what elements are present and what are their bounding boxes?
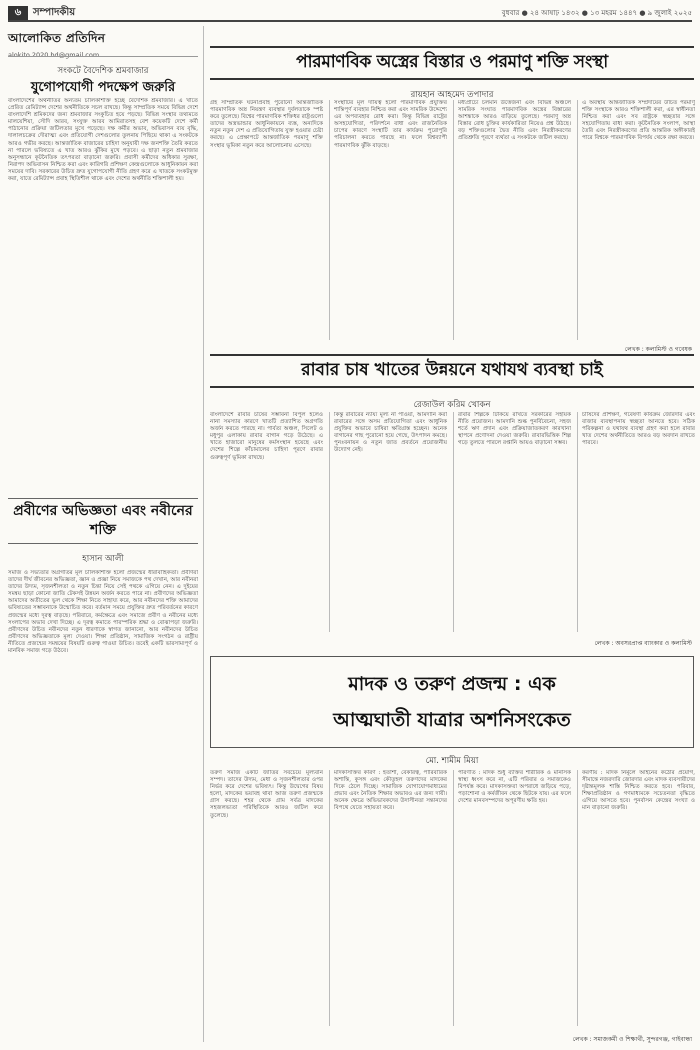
article-column: গ্রহ সাম্প্রতিক ঘটনাপ্রবাহ পুরোনো আন্তর্জাতিক পারমাণবিক অস্ত্র নিয়ন্ত্রণ ব্যবস্থার দুর্বলতাকে স্পষ্ট করে তুলেছে। বিশ্বের পারমাণবিক শক্তিধর রাষ্ট্রগুলো তাদের অস্ত্রভান্ডার আধুনিকায়নে ব্যস্ত, অন্যদিকে নতুন নতুন দেশ এ প্রতিযোগিতায় যুক্ত হওয়ার চেষ্টা করছে। এ প্রেক্ষাপটে আন্তর্জাতিক পরমাণু শক্তি সংস্থার ভূমিকা নতুন করে আলোচনায় এসেছে। bbox=[210, 100, 323, 149]
article-column: এ অবস্থায় আন্তর্জাতিক সম্প্রদায়ের উচিত পরমাণু শক্তি সংস্থাকে আরও শক্তিশালী করা, এর স্বাধীনতা নিশ্চিত করা এবং সব রাষ্ট্রকে স্বচ্ছতার সঙ্গে সহযোগিতায় বাধ্য করা। কূটনৈতিক সংলাপ, আস্থা তৈরি এবং নিরস্ত্রীকরণের প্রতি আন্তরিক অঙ্গীকারই পারে বিশ্বকে পারমাণবিক বিপর্যয় থেকে রক্ষা করতে। bbox=[582, 100, 695, 142]
page-number: ৬ bbox=[8, 6, 28, 20]
masthead bbox=[8, 30, 198, 59]
headline-box bbox=[210, 354, 694, 388]
byline: রায়হান আহমেদ তপাদার bbox=[410, 90, 494, 100]
article-body: সমাজ ও সভ্যতার অগ্রগতির মূল চালিকাশক্তি হলো প্রজন্মের ধারাবাহিকতা। প্রবীণরা তাদের দীর্ঘ জীবনের অভিজ্ঞতা, জ্ঞান ও প্রজ্ঞা নিয়ে সমাজকে পথ দেখান, আর নবীনরা তাদের উদ্যম, সৃজনশীলতা ও নতুন চিন্তা নিয়ে সেই পথকে এগিয়ে নেন। এ দুইয়ের সমন্বয় ছাড়া কোনো জাতি টেকসই উন্নয়ন অর্জন করতে পারে না। প্রবীণদের অভিজ্ঞতা আমাদের অতীতের ভুল থেকে শিক্ষা নিতে সাহায্য করে, আর নবীনদের শক্তি আমাদের ভবিষ্যতের সম্ভাবনাকে উন্মোচিত করে। বর্তমান সময়ে প্রযুক্তির দ্রুত পরিবর্তনের কারণে প্রজন্মের মধ্যে দূরত্ব বাড়ছে। পরিবারে, কর্মক্ষেত্রে এবং সমাজে প্রবীণ ও নবীনের মধ্যে সংলাপের অভাব দেখা দিচ্ছে। এ দূরত্ব কমাতে পারস্পরিক শ্রদ্ধা ও বোঝাপড়া জরুরি। প্রবীণদের উচিত নবীনদের নতুন ধারণাকে স্বাগত জানানো, আর নবীনদের উচিত প্রবীণদের অভিজ্ঞতাকে মূল্য দেওয়া। শিক্ষা প্রতিষ্ঠান, সামাজিক সংগঠন ও রাষ্ট্রীয় নীতিতে প্রজন্মের সমন্বয়ের বিষয়টি গুরুত্ব পাওয়া উচিত। তবেই একটি ভারসাম্যপূর্ণ ও মানবিক সমাজ গড়ে উঠবে। bbox=[8, 570, 198, 655]
article-column: বাংলাদেশে রাবার চাষের সম্ভাবনা বিপুল হলেও নানা সমস্যার কারণে খাতটি প্রত্যাশিত অগ্রগতি অর্জন করতে পারছে না। পার্বত্য অঞ্চল, সিলেট ও মধুপুর এলাকায় রাবার বাগান গড়ে উঠেছে। এ খাতে হাজারো মানুষের কর্মসংস্থান হয়েছে এবং দেশের শিল্পে কাঁচামালের চাহিদা পূরণে রাবার গুরুত্বপূর্ণ ভূমিকা রাখছে। bbox=[210, 412, 323, 461]
byline: রেজাউল করিম খোকন bbox=[413, 400, 491, 410]
article-author: হাসান আলী bbox=[82, 554, 124, 564]
column-divider bbox=[203, 26, 204, 1042]
column-divider bbox=[329, 770, 330, 1026]
column-divider bbox=[329, 100, 330, 340]
column-divider bbox=[453, 770, 454, 1026]
column-divider bbox=[453, 412, 454, 632]
article-column: রাবার শিল্পকে টিকিয়ে রাখতে সরকারের সহায়ক নীতি প্রয়োজন। আমদানি শুল্ক পুনর্বিবেচনা, সহজ শর্তে ঋণ প্রদান এবং প্রক্রিয়াজাতকরণ কারখানা স্থাপনে প্রণোদনা দেওয়া জরুরি। রাবারভিত্তিক শিল্প গড়ে তুলতে পারলে রপ্তানি আয়ও বাড়ানো সম্ভব। bbox=[458, 412, 571, 447]
article-column: মধ্যপ্রাচ্যে চলমান উত্তেজনা এবং বিভিন্ন অঞ্চলে সামরিক সংঘাত পারমাণবিক অস্ত্রের বিস্তারের আশঙ্কাকে আরও বাড়িয়ে তুলেছে। পরমাণু অস্ত্র বিস্তার রোধ চুক্তির কার্যকারিতা নিয়েও প্রশ্ন উঠছে। বড় শক্তিগুলোর দ্বৈত নীতি এবং নিরস্ত্রীকরণের প্রতিশ্রুতি পূরণে ব্যর্থতা এ সংকটকে জটিল করছে। bbox=[458, 100, 571, 142]
page-header bbox=[8, 6, 692, 22]
column-divider bbox=[453, 100, 454, 340]
headline-box bbox=[210, 656, 694, 748]
article-column: তরুণ সমাজ একটি জাতির সবচেয়ে মূল্যবান সম্পদ। তাদের উদ্যম, মেধা ও সৃজনশীলতার ওপর নির্ভর করে দেশের ভবিষ্যৎ। কিন্তু উদ্বেগের বিষয় হলো, মাদকের ভয়াবহ থাবা আজ তরুণ প্রজন্মকে গ্রাস করছে। শহর থেকে গ্রাম সর্বত্র মাদকের সহজলভ্যতা পরিস্থিতিকে আরও জটিল করে তুলেছে। bbox=[210, 770, 323, 819]
article-column: চাষিদের প্রশিক্ষণ, গবেষণা কার্যক্রম জোরদার এবং বাজার ব্যবস্থাপনায় স্বচ্ছতা আনতে হবে। সঠিক পরিকল্পনা ও যথাযথ ব্যবস্থা গ্রহণ করা হলে রাবার খাত দেশের অর্থনীতিতে আরও বড় অবদান রাখতে পারবে। bbox=[582, 412, 695, 447]
column-divider bbox=[329, 412, 330, 632]
article-title: প্রবীণের অভিজ্ঞতা এবং নবীনের শক্তি bbox=[8, 498, 198, 544]
section-name: সম্পাদকীয় bbox=[33, 6, 76, 18]
headline-line-1: মাদক ও তরুণ প্রজন্ম : এক bbox=[348, 673, 556, 695]
date-line: বুধবার ● ২৪ আষাঢ় ১৪৩২ ● ১৩ মহরম ১৪৪৭ ● ৯ জুলাই ২০২৫ bbox=[501, 9, 692, 17]
column-divider bbox=[577, 770, 578, 1026]
headline: রাবার চাষ খাতের উন্নয়নে যথাযথ ব্যবস্থা চাই bbox=[301, 360, 603, 380]
author-footnote: লেখক : সমাজকর্মী ও শিক্ষার্থী, সুন্দরগঞ্জ, গাইবান্ধা bbox=[572, 1036, 692, 1043]
column-divider bbox=[577, 412, 578, 632]
headline-line-2: আত্মঘাতী যাত্রার অশনিসংকেত bbox=[333, 709, 571, 731]
article-column: সংস্থাটির মূল দায়িত্ব হলো পারমাণবিক প্রযুক্তির শান্তিপূর্ণ ব্যবহার নিশ্চিত করা এবং সামরিক উদ্দেশ্যে এর অপব্যবহার রোধ করা। কিন্তু বিভিন্ন রাষ্ট্রের অসহযোগিতা, পরিদর্শনে বাধা এবং রাজনৈতিক চাপের কারণে সংস্থাটি তার কার্যক্রম পুরোপুরি পরিচালনা করতে পারছে না। ফলে বিশ্বব্যাপী পারমাণবিক ঝুঁকি বাড়ছে। bbox=[334, 100, 447, 149]
author-footnote: লেখক : কলামিস্ট ও গবেষক bbox=[624, 346, 692, 353]
article-column: পরিণতি : মাদক শুধু ব্যক্তির শারীরিক ও মানসিক স্বাস্থ্য ধ্বংস করে না, এটি পরিবার ও সমাজকেও বিপর্যস্ত করে। মাদকাসক্তরা অপরাধে জড়িয়ে পড়ে, পড়াশোনা ও কর্মজীবন থেকে ছিটকে যায়। এর ফলে দেশের মানবসম্পদের অপূরণীয় ক্ষতি হয়। bbox=[458, 770, 571, 805]
article-column: করণীয় : মাদক নির্মূলে আইনের কঠোর প্রয়োগ, সীমান্তে নজরদারি জোরদার এবং মাদক ব্যবসায়ীদের দৃষ্টান্তমূলক শাস্তি নিশ্চিত করতে হবে। পরিবার, শিক্ষাপ্রতিষ্ঠান ও গণমাধ্যমকে সচেতনতা বৃদ্ধিতে এগিয়ে আসতে হবে। পুনর্বাসন কেন্দ্রের সংখ্যা ও মান বাড়ানো জরুরি। bbox=[582, 770, 695, 812]
article-column: কিন্তু রাবারের ন্যায্য মূল্য না পাওয়া, আমদানি করা রাবারের সঙ্গে অসম প্রতিযোগিতা এবং আধুনিক প্রযুক্তির অভাবে চাষিরা ক্ষতিগ্রস্ত হচ্ছেন। অনেক বাগানের গাছ পুরোনো হয়ে গেছে, উৎপাদন কমছে। পুনঃবনায়ন ও নতুন জাত প্রবর্তনে প্রয়োজনীয় উদ্যোগ নেই। bbox=[334, 412, 447, 454]
divider bbox=[8, 56, 198, 57]
paper-name: আলোকিত প্রতিদিন bbox=[8, 31, 106, 45]
headline-box bbox=[210, 46, 694, 80]
headline: পারমাণবিক অস্ত্রের বিস্তার ও পরমাণু শক্তি সংস্থা bbox=[296, 52, 608, 72]
byline: মো. শামীম মিয়া bbox=[425, 756, 479, 766]
paper-email[interactable]: alokito.2020.bd@gmail.com bbox=[8, 51, 100, 59]
editorial-body: বাংলাদেশের অর্থনীতির অন্যতম চালিকাশক্তি হচ্ছে বৈদেশিক শ্রমবাজার। এ খাতে প্রেরিত রেমিট্যান্স দেশের অর্থনীতিকে সচল রাখছে। কিন্তু সাম্প্রতিক সময়ে বিভিন্ন দেশে বাংলাদেশি শ্রমিকদের জন্য শ্রমবাজার সংকুচিত হয়ে পড়ছে। বিভিন্ন সংস্থার তথ্যমতে মালয়েশিয়া, সৌদি আরব, সংযুক্ত আরব আমিরাতসহ বেশ কয়েকটি দেশে কর্মী পাঠানোর প্রক্রিয়া জটিলতার মুখে পড়েছে। দক্ষ কর্মীর অভাব, অভিবাসন ব্যয় বৃদ্ধি, দালালচক্রের দৌরাত্ম্য এবং প্রতিযোগী দেশগুলোর তুলনায় পিছিয়ে থাকা এ সংকটকে আরও গভীর করছে। আন্তর্জাতিক বাজারের চাহিদা অনুযায়ী দক্ষ জনশক্তি তৈরি করতে না পারলে ভবিষ্যতে এ খাত আরও ঝুঁকির মুখে পড়বে। এ ছাড়া নতুন শ্রমবাজার অনুসন্ধানে কূটনৈতিক তৎপরতা বাড়ানো জরুরি। প্রবাসী কর্মীদের অধিকার সুরক্ষা, নিরাপদ অভিবাসন নিশ্চিত করা এবং কারিগরি প্রশিক্ষণ কেন্দ্রগুলোকে আধুনিকায়ন করা সময়ের দাবি। সরকারের উচিত দ্রুত যুগোপযোগী নীতি গ্রহণ করে এ খাতকে সংকটমুক্ত করা, যাতে রেমিট্যান্স প্রবাহ স্থিতিশীল থাকে এবং দেশের অর্থনীতি শক্তিশালী হয়। bbox=[8, 98, 198, 183]
author-footnote: লেখক : অবসরপ্রাপ্ত ব্যাংকার ও কলামিস্ট bbox=[594, 640, 692, 647]
editorial-title: যুগোপযোগী পদক্ষেপ জরুরি bbox=[30, 80, 176, 95]
editorial-kicker: সংকটে বৈদেশিক শ্রমবাজার bbox=[57, 66, 149, 76]
column-divider bbox=[577, 100, 578, 340]
article-column: মাদকাসক্তির কারণ : হতাশা, বেকারত্ব, পারিবারিক অশান্তি, কুসঙ্গ এবং কৌতূহল তরুণদের মাদকের দিকে ঠেলে দিচ্ছে। সামাজিক যোগাযোগমাধ্যমের প্রভাব এবং নৈতিক শিক্ষার অভাবও এর জন্য দায়ী। অনেক ক্ষেত্রে অভিভাবকদের উদাসীনতা সন্তানদের বিপথে যেতে সহায়তা করে। bbox=[334, 770, 447, 812]
